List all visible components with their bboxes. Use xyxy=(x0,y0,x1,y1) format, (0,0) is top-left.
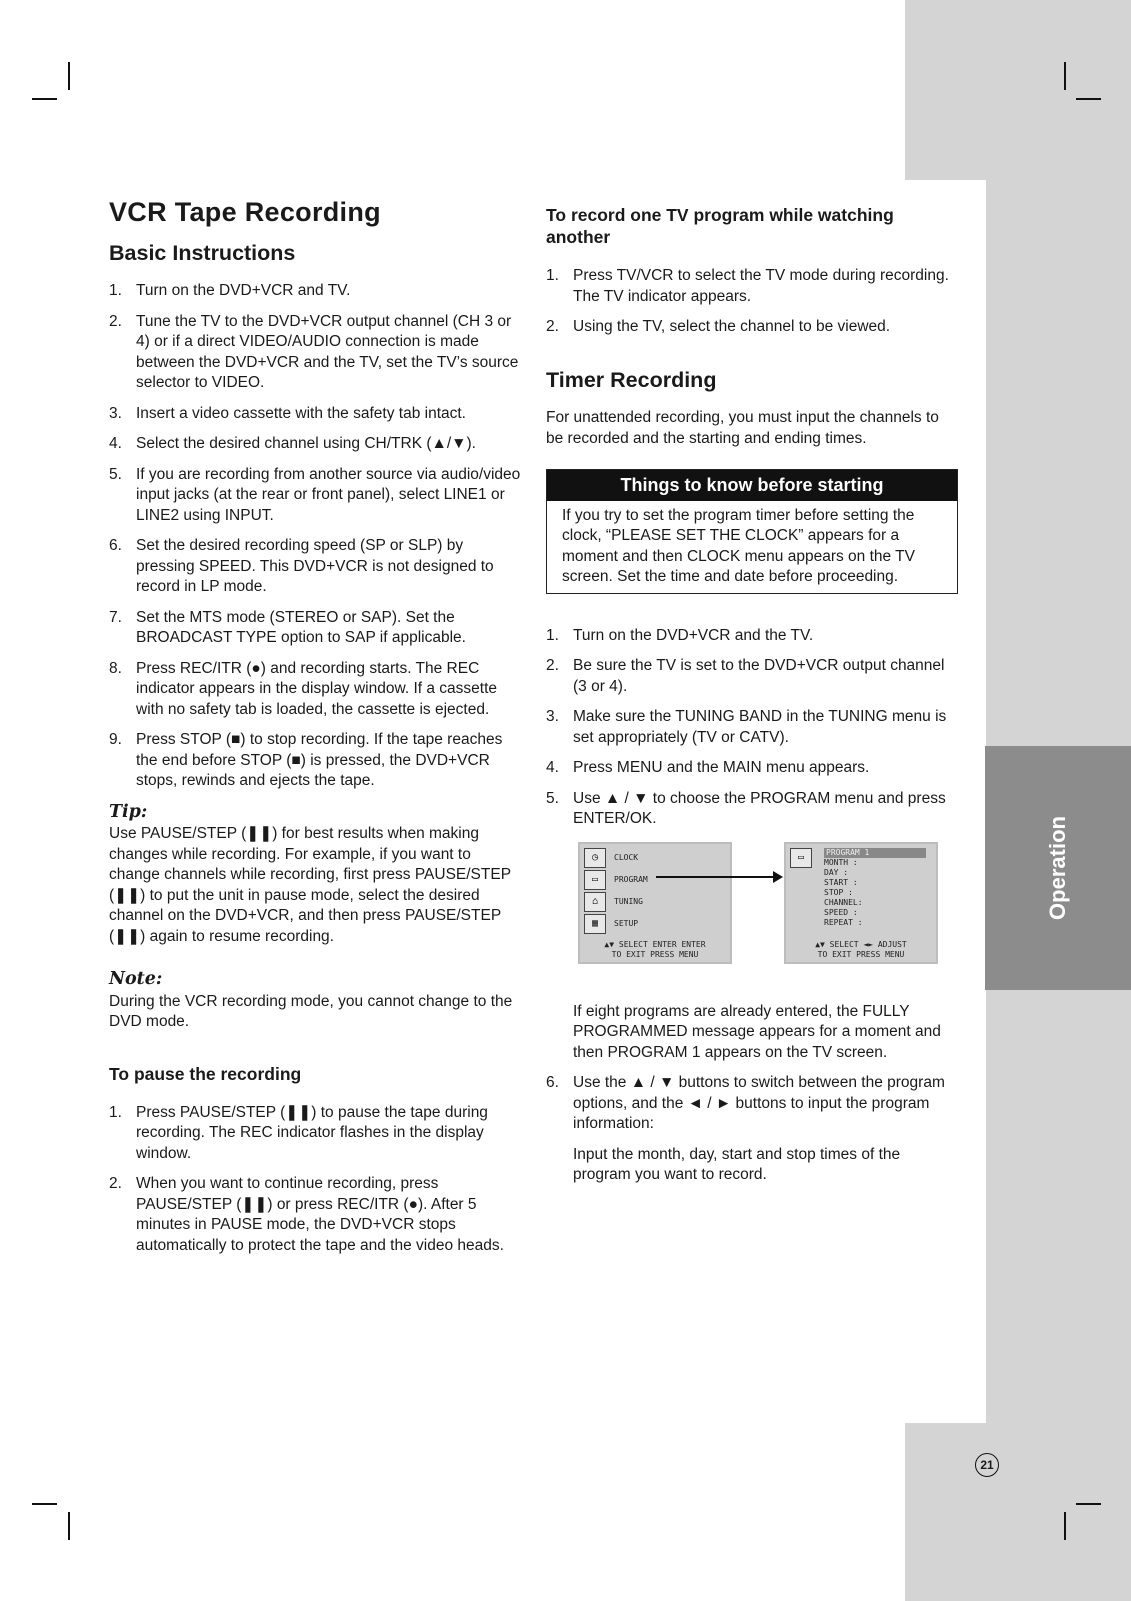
list-item xyxy=(546,317,958,338)
crop-mark xyxy=(32,1503,57,1505)
note-label: Note: xyxy=(109,969,163,989)
arrow-icon xyxy=(656,876,781,878)
section-tab xyxy=(985,746,1131,990)
step-number: 4. xyxy=(109,435,122,452)
list-item xyxy=(546,1073,958,1186)
program-option: REPEAT : xyxy=(824,917,863,927)
clock-icon: ◷ xyxy=(584,848,606,868)
info-box-text: If you try to set the program timer before setting the clock, “PLEASE SET THE CLOCK” appears for a moment and then CLOCK menu appears on the TV screen. Set the time and date before proceeding. xyxy=(562,506,915,585)
full-programmed-text: If eight programs are already entered, the FULLY PROGRAMMED message appears for a moment and then PROGRAM 1 appears on the TV screen. xyxy=(573,1002,941,1061)
step-number: 1. xyxy=(546,267,559,284)
step-number: 5. xyxy=(109,465,122,483)
page-title: VCR Tape Recording xyxy=(109,197,381,227)
crop-mark xyxy=(1064,1512,1066,1540)
list-item xyxy=(109,730,521,792)
list-item xyxy=(546,758,958,779)
screen-footer-line: TO EXIT PRESS MENU xyxy=(817,949,905,959)
menu-row xyxy=(584,870,648,890)
crop-mark xyxy=(32,98,57,100)
step-number: 2. xyxy=(109,1175,122,1192)
step-text: Be sure the TV is set to the DVD+VCR output channel (3 or 4). xyxy=(573,657,945,695)
list-item xyxy=(109,312,521,394)
list-item xyxy=(109,536,521,598)
program-icon: ▭ xyxy=(790,848,812,868)
screen-footer xyxy=(580,940,730,960)
menu-row xyxy=(584,914,638,934)
program-option: STOP : xyxy=(824,887,853,897)
step-number: 2. xyxy=(546,318,559,335)
step-number: 1. xyxy=(109,282,122,299)
list-item xyxy=(109,434,521,455)
timer-intro: For unattended recording, you must input the channels to be recorded and the starting and ending times. xyxy=(546,409,939,447)
menu-item-label: SETUP xyxy=(614,919,639,928)
list-item xyxy=(546,626,958,647)
step-number: 6. xyxy=(109,537,122,554)
list-item xyxy=(546,656,958,697)
step-number: 5. xyxy=(546,789,559,807)
program-option: START : xyxy=(824,877,858,887)
step-text: Set the MTS mode (STEREO or SAP). Set the BROADCAST TYPE option to SAP if applicable. xyxy=(136,608,466,646)
info-box-title: Things to know before starting xyxy=(547,470,957,501)
step-number: 1. xyxy=(109,1103,122,1121)
step-number: 3. xyxy=(109,404,122,422)
step-number: 3. xyxy=(546,708,559,725)
program-option: CHANNEL: xyxy=(824,897,863,907)
step-text: Make sure the TUNING BAND in the TUNING menu is set appropriately (TV or CATV). xyxy=(573,708,947,746)
list-item xyxy=(109,659,521,721)
program-option: SPEED : xyxy=(824,907,858,917)
step-text: Press STOP (■) to stop recording. If the tape reaches the end before STOP (■) is pressed, the DVD+VCR stops, rewinds and ejects the tape. xyxy=(136,731,503,789)
step-text: Using the TV, select the channel to be viewed. xyxy=(573,318,891,335)
list-item xyxy=(109,608,521,649)
screen-footer-line: ▲▼ SELECT ◄► ADJUST xyxy=(815,939,907,949)
step-text: Press MENU and the MAIN menu appears. xyxy=(573,759,870,776)
watch-heading: To record one TV program while watching another xyxy=(546,205,894,247)
menu-item-label: PROGRAM xyxy=(614,875,648,884)
step-text: Turn on the DVD+VCR and the TV. xyxy=(573,626,814,644)
list-item xyxy=(109,281,521,302)
step-number: 1. xyxy=(546,626,559,644)
program-options xyxy=(824,848,926,928)
gray-margin-top xyxy=(905,0,1131,180)
tuning-icon: ⌂ xyxy=(584,892,606,912)
crop-mark xyxy=(1076,98,1101,100)
step-subtext: Input the month, day, start and stop times of the program you want to record. xyxy=(573,1145,901,1183)
step-text: If you are recording from another source via audio/video input jacks (at the rear or front panel), select LINE1 or LINE2 using INPUT. xyxy=(136,465,521,524)
step-text: Tune the TV to the DVD+VCR output channel (CH 3 or 4) or if a direct VIDEO/AUDIO connection is made between the DVD+VCR and the TV, set the TV’s source selector to VIDEO. xyxy=(136,312,519,391)
page-number: 21 xyxy=(975,1453,999,1477)
screen-footer-line: ▲▼ SELECT ENTER ENTER xyxy=(604,939,706,949)
crop-mark xyxy=(68,62,70,90)
menu-row xyxy=(584,848,638,868)
pause-heading: To pause the recording xyxy=(109,1063,302,1084)
step-number: 4. xyxy=(546,759,559,776)
program-option: MONTH : xyxy=(824,857,858,867)
step-text: Set the desired recording speed (SP or SLP) by pressing SPEED. This DVD+VCR is not designed to record in LP mode. xyxy=(136,537,494,595)
timer-heading: Timer Recording xyxy=(546,367,717,392)
menu-row xyxy=(584,892,643,912)
program-icon: ▭ xyxy=(584,870,606,890)
pause-steps-list xyxy=(109,1103,521,1257)
step-number: 6. xyxy=(546,1074,559,1091)
program-option: DAY : xyxy=(824,867,849,877)
menu-item-label: CLOCK xyxy=(614,853,639,862)
watch-steps-list xyxy=(546,266,958,338)
info-box xyxy=(546,469,958,594)
gray-margin-bottom xyxy=(905,1423,1131,1601)
note-text: During the VCR recording mode, you cannot change to the DVD mode. xyxy=(109,992,513,1030)
screen-footer-line: TO EXIT PRESS MENU xyxy=(611,949,699,959)
step-text: Insert a video cassette with the safety tab intact. xyxy=(136,404,466,422)
section-tab-label: Operation xyxy=(1045,816,1070,920)
crop-mark xyxy=(1064,62,1066,90)
step-text: Press PAUSE/STEP (❚❚) to pause the tape during recording. The REC indicator flashes in the display window. xyxy=(136,1103,488,1162)
step-text: Select the desired channel using CH/TRK (▲/▼). xyxy=(136,435,476,452)
crop-mark xyxy=(68,1512,70,1540)
menu-screens-figure xyxy=(546,842,958,982)
step-text: Turn on the DVD+VCR and TV. xyxy=(136,282,351,299)
timer-steps-continued xyxy=(546,1073,958,1186)
step-number: 2. xyxy=(546,657,559,674)
tip-label: Tip: xyxy=(109,801,148,822)
menu-item-label: TUNING xyxy=(614,897,643,906)
basic-steps-list xyxy=(109,281,521,792)
basic-instructions-heading: Basic Instructions xyxy=(109,240,296,265)
step-text: Press REC/ITR (●) and recording starts. The REC indicator appears in the display window. If a cassette with no safety tab is loaded, the cassette is ejected. xyxy=(136,659,498,718)
step-number: 8. xyxy=(109,659,122,677)
program-option-selected: PROGRAM 1 xyxy=(824,848,926,858)
right-column xyxy=(546,204,958,1196)
screen-footer xyxy=(786,940,936,960)
step-number: 2. xyxy=(109,312,122,330)
list-item xyxy=(109,1174,521,1256)
step-text: When you want to continue recording, press PAUSE/STEP (❚❚) or press REC/ITR (●). After 5 minutes in PAUSE mode, the DVD+VCR stops automatically to protect the tape and the video heads. xyxy=(136,1175,504,1254)
left-column xyxy=(109,197,521,1266)
step-text: Use ▲ / ▼ to choose the PROGRAM menu and press ENTER/OK. xyxy=(573,789,946,827)
step-text: Use the ▲ / ▼ buttons to switch between the program options, and the ◄ / ► buttons to input the program information: xyxy=(573,1074,945,1132)
crop-mark xyxy=(1076,1503,1101,1505)
step-number: 9. xyxy=(109,731,122,748)
step-text: Press TV/VCR to select the TV mode during recording. The TV indicator appears. xyxy=(573,267,949,305)
step-number: 7. xyxy=(109,608,122,626)
setup-icon: ▦ xyxy=(584,914,606,934)
tip-text: Use PAUSE/STEP (❚❚) for best results when making changes while recording. For example, if you want to change channels while recording, first press PAUSE/STEP (❚❚) to put the unit in pause mode, select the desired channel on the DVD+VCR, and then press PAUSE/STEP (❚❚) again to resume recording. xyxy=(109,825,511,945)
list-item xyxy=(109,465,521,527)
list-item xyxy=(546,707,958,748)
list-item xyxy=(546,266,958,307)
list-item xyxy=(109,404,521,425)
program-menu-screen xyxy=(784,842,938,964)
timer-steps-list xyxy=(546,626,958,830)
list-item xyxy=(109,1103,521,1165)
main-menu-screen xyxy=(578,842,732,964)
list-item xyxy=(546,789,958,830)
